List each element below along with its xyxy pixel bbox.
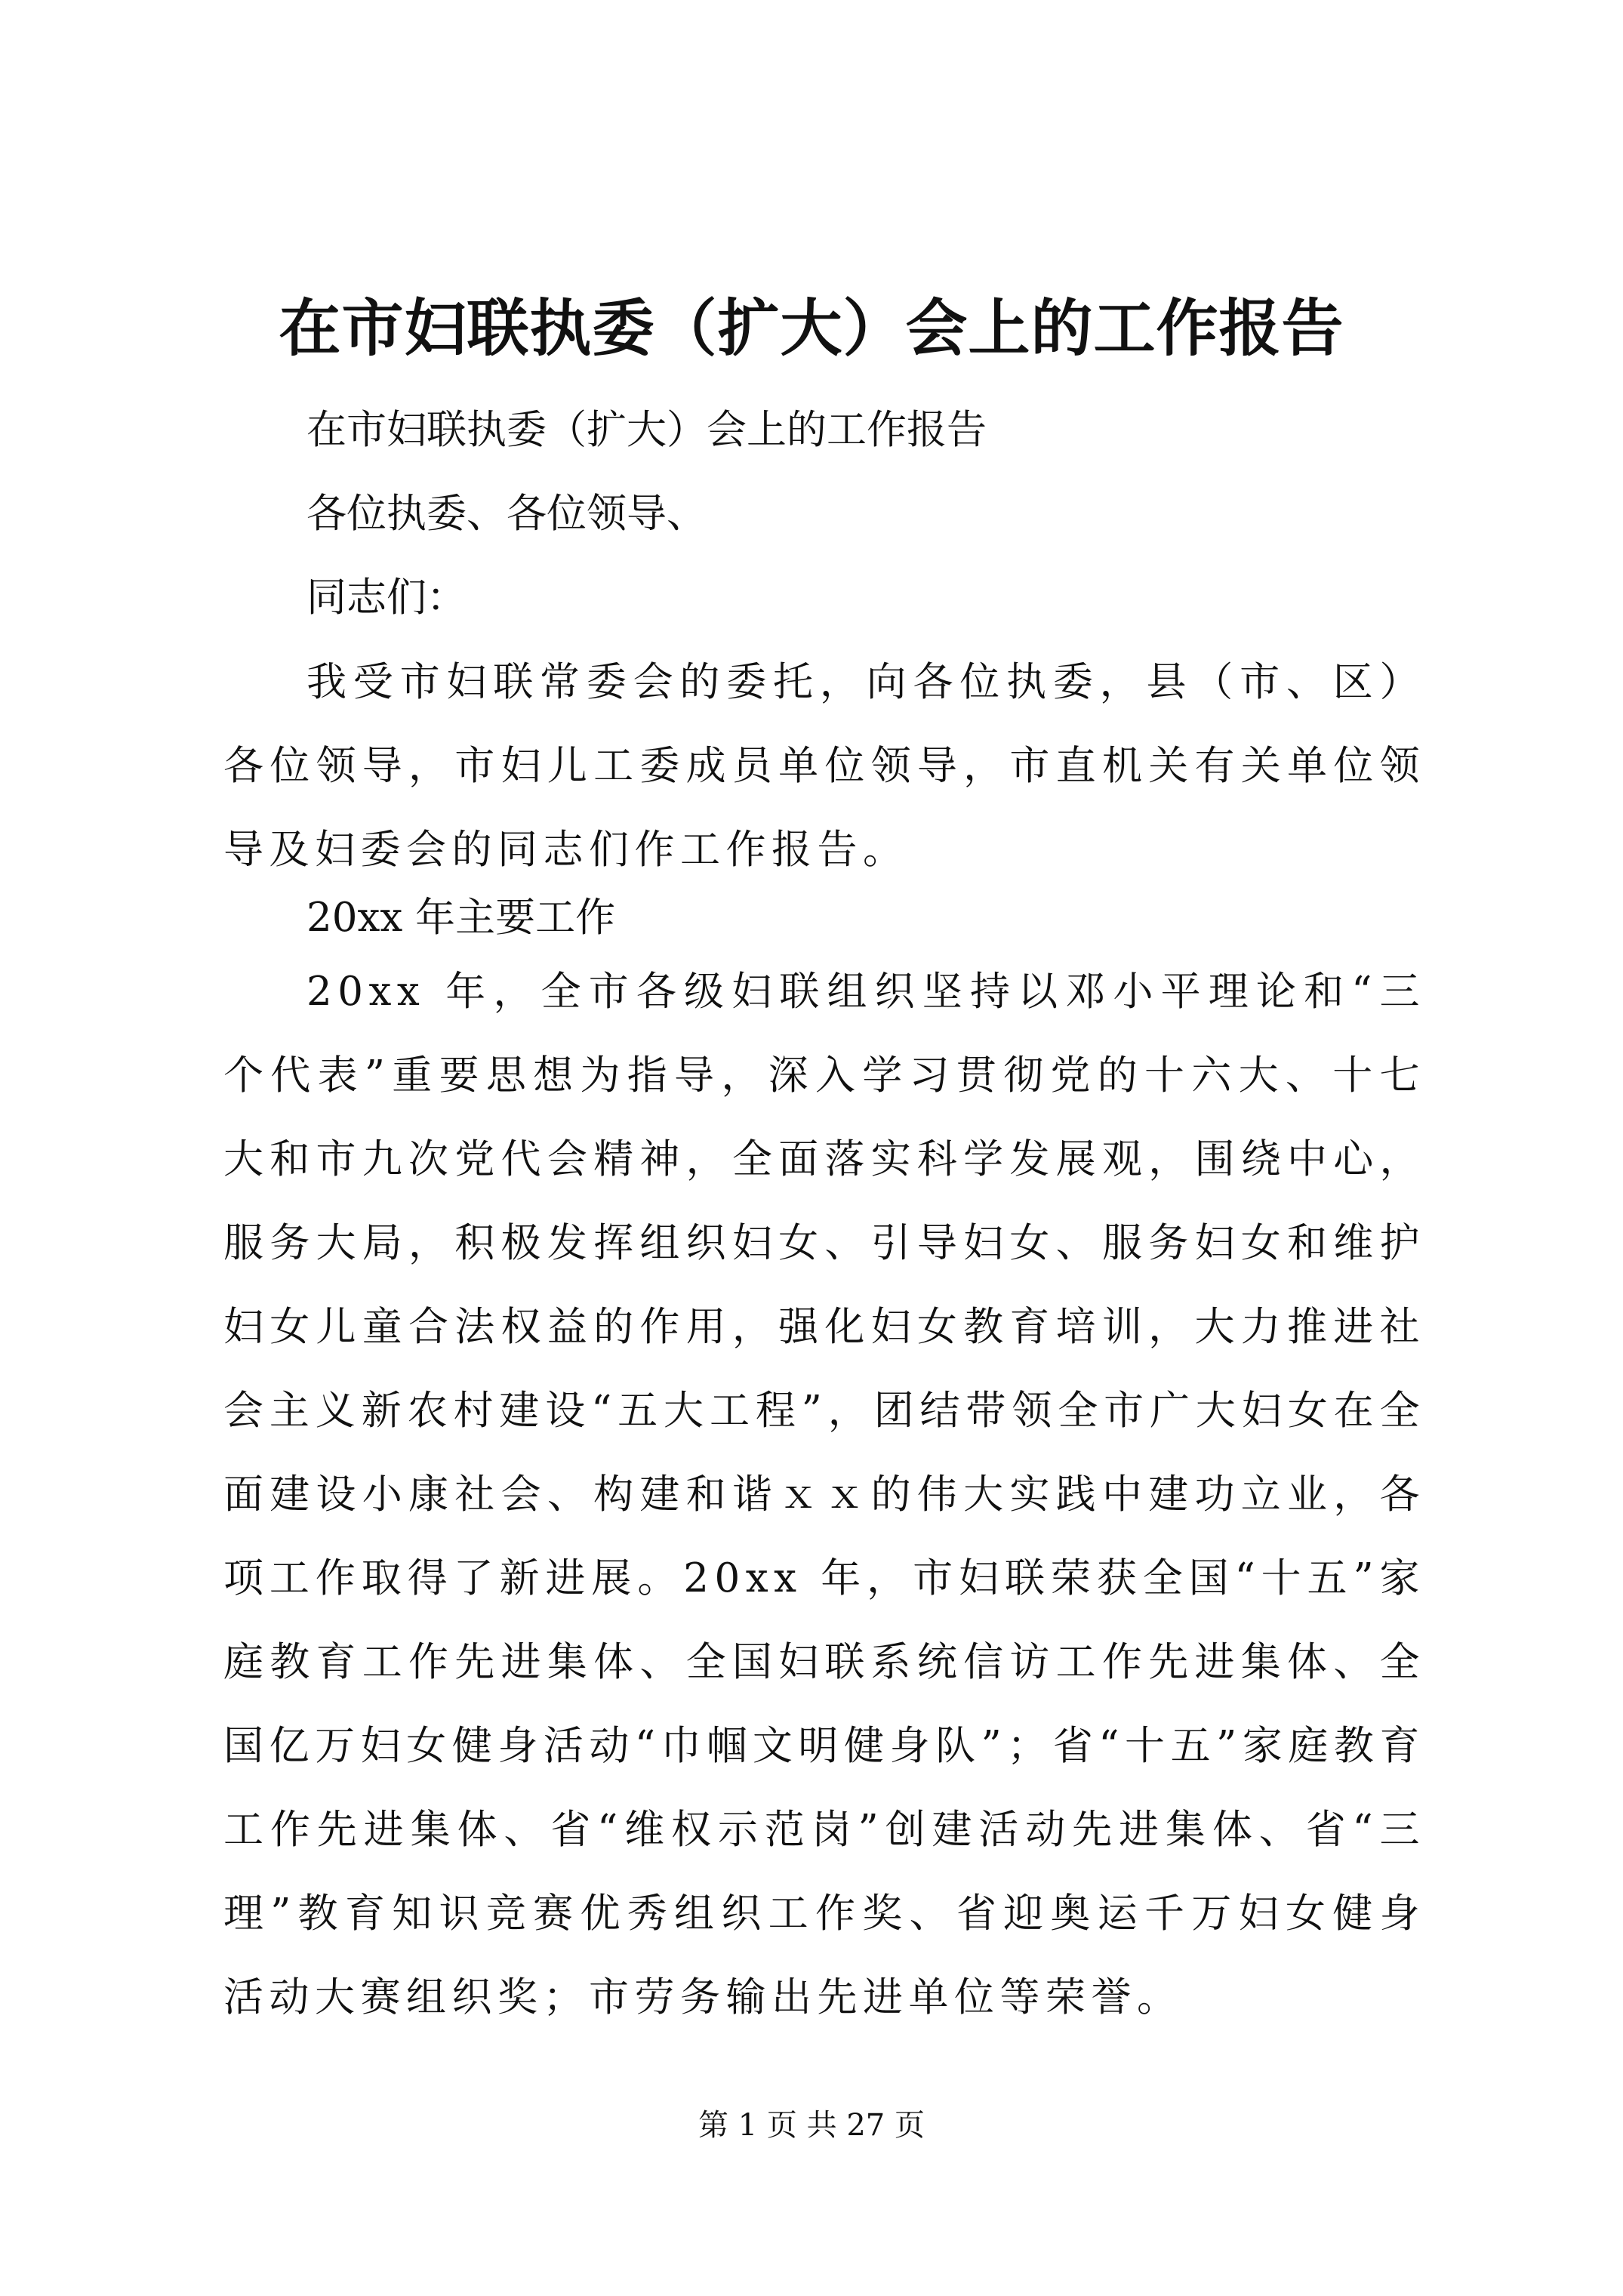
salutation-line-1: 各位执委、各位领导、: [306, 491, 707, 537]
section-heading: 20xx 年主要工作: [306, 895, 616, 941]
document-subtitle: 在市妇联执委（扩大）会上的工作报告: [306, 407, 987, 453]
intro-paragraph: 我受市妇联常委会的委托，向各位执委，县（市、区）各位领导，市妇儿工委成员单位领导，市直机关有关单位领导及妇委会的同志们作工作报告。: [223, 659, 1425, 873]
document-title: 在市妇联执委（扩大）会上的工作报告: [279, 292, 1344, 365]
main-paragraph: 20xx 年，全市各级妇联组织坚持以邓小平理论和“三个代表”重要思想为指导，深入学习贯彻党的十六大、十七大和市九次党代会精神，全面落实科学发展观，围绕中心，服务大局，积极发挥组织妇女、引导妇女、服务妇女和维护妇女儿童合法权益的作用，强化妇女教育培训，大力推进社会主义新农村建设“五大工程”，团结带领全市广大妇女在全面建设小康社会、构建和谐ｘｘ的伟大实践中建功立业，各项工作取得了新进展。20xx 年，市妇联荣获全国“十五”家庭教育工作先进集体、全国妇联系统信访工作先进集体、全国亿万妇女健身活动“巾帼文明健身队”；省“十五”家庭教育工作先进集体、省“维权示范岗”创建活动先进集体、省“三理”教育知识竞赛优秀组织工作奖、省迎奥运千万妇女健身活动大赛组织奖；市劳务输出先进单位等荣誉。: [223, 969, 1425, 2020]
page-number-footer: 第 1 页 共 27 页: [698, 2108, 925, 2143]
salutation-line-2: 同志们：: [306, 575, 467, 621]
